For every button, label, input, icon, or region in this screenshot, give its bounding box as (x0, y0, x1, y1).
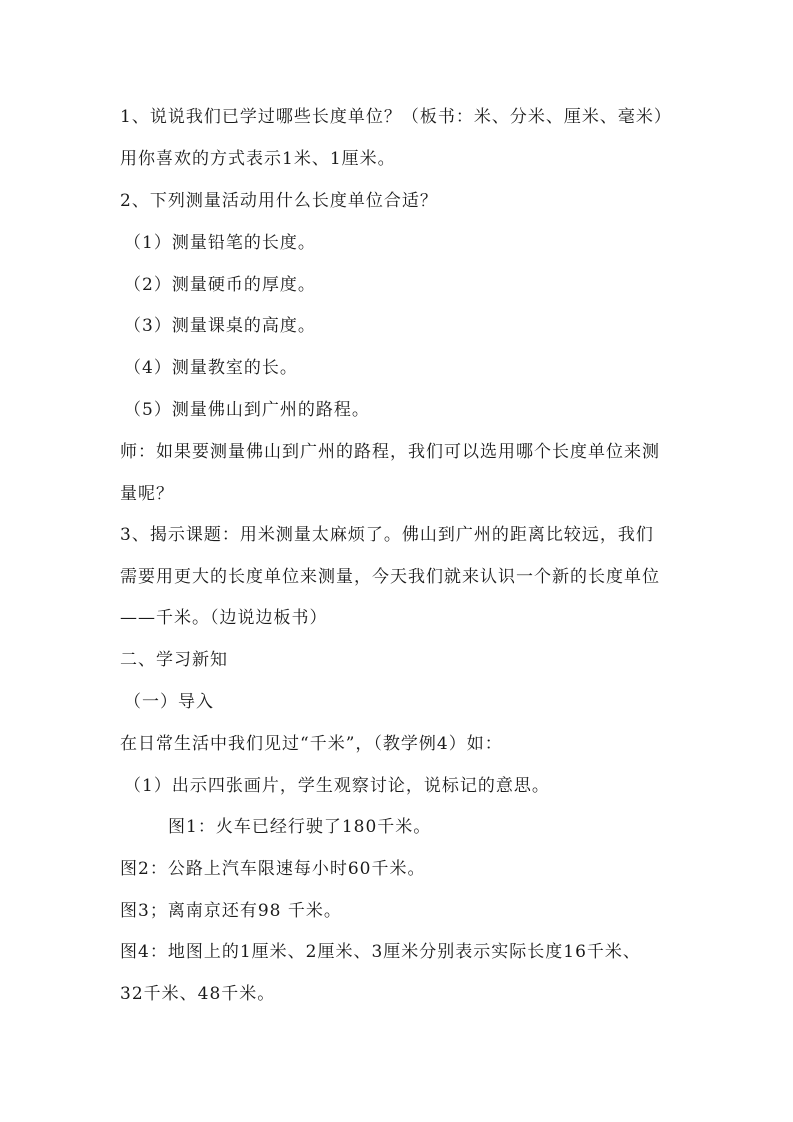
question-2-item-2: （2）测量硬币的厚度。 (124, 275, 316, 295)
intro-step-1: （1）出示四张画片，学生观察讨论，说标记的意思。 (124, 776, 550, 796)
figure-1-caption: 图1：火车已经行驶了180千米。 (168, 817, 432, 837)
question-3-line-3: ——千米。（边说边板书） (120, 608, 328, 628)
question-1-line-1: 1、说说我们已学过哪些长度单位？（板书：米、分米、厘米、毫米） (120, 107, 672, 127)
figure-3-caption: 图3；离南京还有98 千米。 (120, 901, 342, 921)
question-3-line-1: 3、揭示课题：用米测量太麻烦了。佛山到广州的距离比较远，我们 (120, 525, 654, 545)
question-2-item-4: （4）测量教室的长。 (124, 358, 298, 378)
figure-4-caption-line-2: 32千米、48千米。 (120, 984, 276, 1004)
question-2-item-1: （1）测量铅笔的长度。 (124, 233, 316, 253)
intro-paragraph: 在日常生活中我们见过“千米”，（教学例4）如： (120, 734, 503, 754)
figure-4-caption-line-1: 图4：地图上的1厘米、2厘米、3厘米分别表示实际长度16千米、 (120, 942, 641, 962)
subsection-intro-heading: （一）导入 (124, 692, 214, 712)
question-1-line-2: 用你喜欢的方式表示1米、1厘米。 (120, 149, 396, 169)
teacher-question-line-1: 师：如果要测量佛山到广州的路程，我们可以选用哪个长度单位来测 (120, 442, 660, 462)
question-2-item-3: （3）测量课桌的高度。 (124, 316, 316, 336)
question-2-item-5: （5）测量佛山到广州的路程。 (124, 400, 370, 420)
section-2-heading: 二、学习新知 (120, 650, 228, 670)
question-3-line-2: 需要用更大的长度单位来测量，今天我们就来认识一个新的长度单位 (120, 567, 660, 587)
teacher-question-line-2: 量呢？ (120, 484, 174, 504)
figure-2-caption: 图2：公路上汽车限速每小时60千米。 (120, 859, 426, 879)
question-2-heading: 2、下列测量活动用什么长度单位合适？ (120, 191, 438, 211)
